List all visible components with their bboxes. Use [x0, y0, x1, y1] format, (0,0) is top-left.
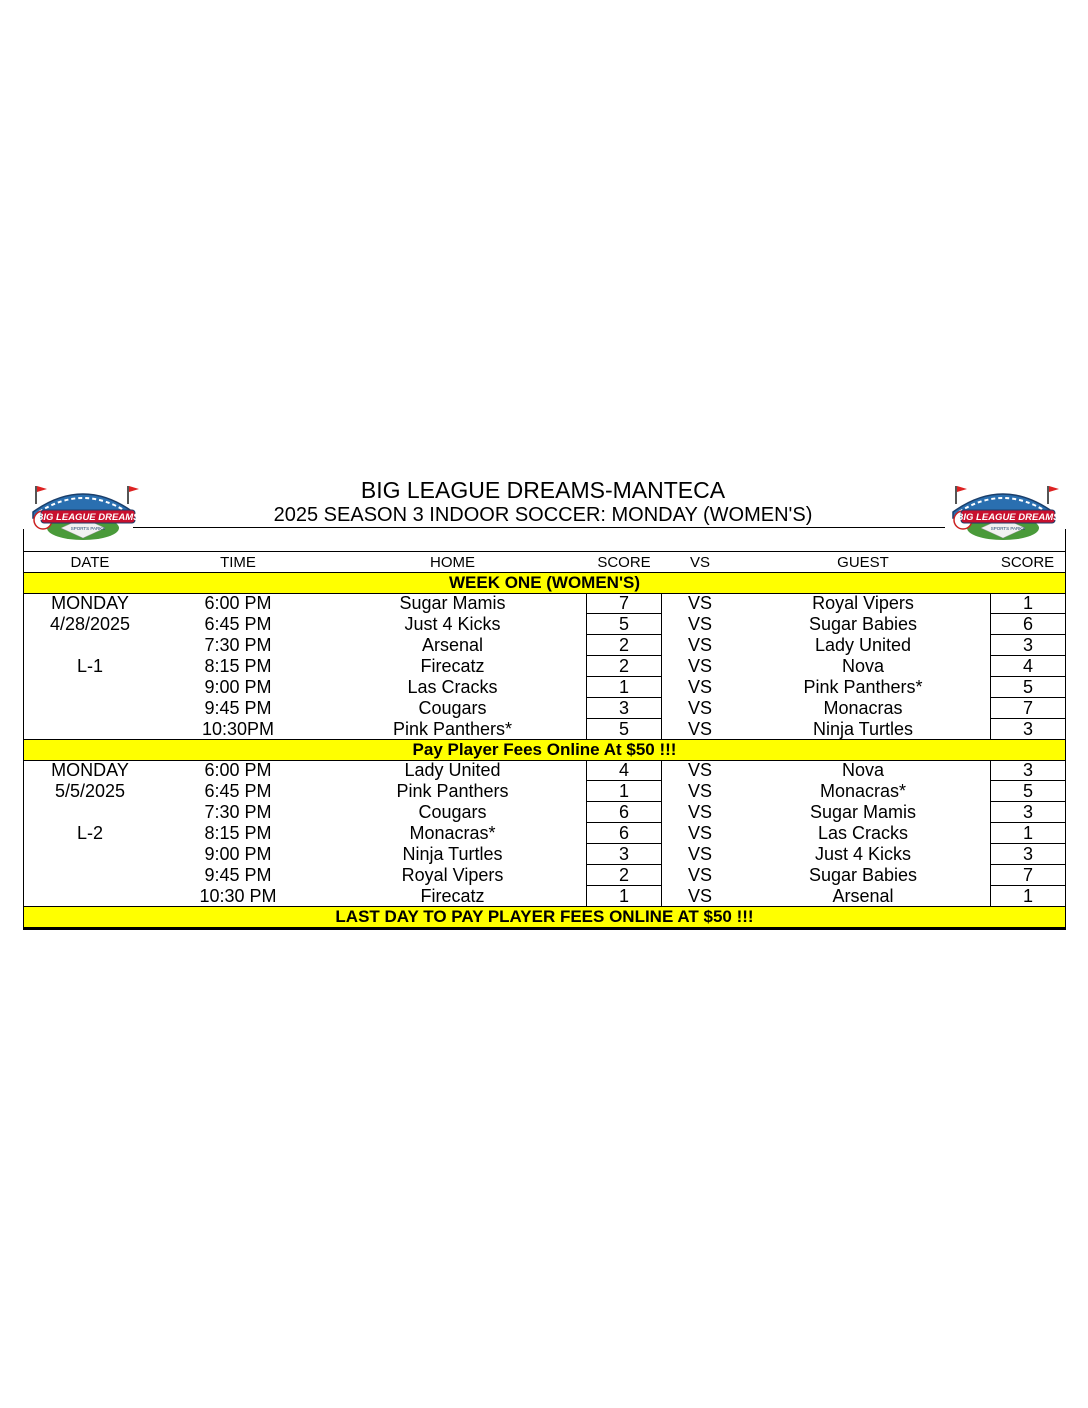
- game-time: 9:45 PM: [204, 698, 272, 718]
- game-date: 4/28/2025: [49, 614, 131, 634]
- guest-team: Sugar Mamis: [809, 802, 917, 822]
- game-row: [24, 823, 1065, 844]
- guest-team: Lady United: [814, 635, 912, 655]
- vs-label: VS: [687, 781, 712, 801]
- game-time: 6:45 PM: [204, 781, 272, 801]
- svg-text:BIG LEAGUE DREAMS: BIG LEAGUE DREAMS: [36, 512, 139, 523]
- game-date: L-1: [76, 656, 103, 676]
- home-score: 1: [586, 677, 662, 698]
- guest-team: Royal Vipers: [812, 593, 914, 613]
- vs-label: VS: [687, 614, 712, 634]
- game-date: MONDAY: [51, 760, 129, 780]
- schedule-sheet: [23, 474, 1066, 930]
- home-team: Monacras*: [409, 823, 496, 843]
- home-team: Cougars: [418, 698, 487, 718]
- svg-text:SPORTS PARKS: SPORTS PARKS: [990, 526, 1026, 531]
- game-time: 7:30 PM: [204, 802, 272, 822]
- column-header-home: HOME: [430, 554, 475, 571]
- title-divider: [133, 527, 945, 528]
- vs-label: VS: [687, 593, 712, 613]
- game-time: 9:45 PM: [204, 865, 272, 885]
- home-score: 3: [586, 698, 662, 719]
- column-header-home-score: SCORE: [597, 554, 651, 571]
- guest-score: 3: [990, 802, 1065, 823]
- game-row: [24, 635, 1065, 656]
- home-team: Ninja Turtles: [402, 844, 503, 864]
- column-header-guest-score: SCORE: [1000, 554, 1055, 571]
- home-score: 5: [586, 719, 662, 740]
- home-score: 1: [586, 781, 662, 802]
- guest-team: Sugar Babies: [808, 865, 918, 885]
- home-score: 2: [586, 635, 662, 656]
- home-score: 2: [586, 656, 662, 677]
- vs-label: VS: [687, 656, 712, 676]
- home-score: 7: [586, 593, 662, 614]
- last-day-banner: LAST DAY TO PAY PLAYER FEES ONLINE AT $50 !!!: [24, 906, 1065, 928]
- game-time: 8:15 PM: [204, 823, 272, 843]
- game-time: 7:30 PM: [204, 635, 272, 655]
- home-team: Firecatz: [420, 886, 485, 906]
- game-time: 10:30 PM: [199, 886, 277, 906]
- game-date: [24, 886, 156, 907]
- game-row: [24, 656, 1065, 677]
- game-row: [24, 614, 1065, 635]
- game-date: [24, 865, 156, 886]
- column-header-vs: VS: [689, 554, 710, 571]
- game-row: [24, 677, 1065, 698]
- vs-label: VS: [687, 802, 712, 822]
- guest-score: 5: [990, 677, 1065, 698]
- guest-team: Pink Panthers*: [803, 677, 923, 697]
- guest-score: 6: [990, 614, 1065, 635]
- home-team: Arsenal: [421, 635, 484, 655]
- game-row: [24, 719, 1065, 740]
- game-time: 6:00 PM: [204, 593, 272, 613]
- home-score: 6: [586, 823, 662, 844]
- vs-label: VS: [687, 823, 712, 843]
- game-row: [24, 865, 1065, 886]
- game-time: 9:00 PM: [204, 677, 272, 697]
- guest-team: Nova: [841, 760, 885, 780]
- guest-score: 3: [990, 719, 1065, 740]
- home-team: Pink Panthers*: [392, 719, 513, 739]
- home-score: 4: [586, 760, 662, 781]
- home-score: 2: [586, 865, 662, 886]
- guest-score: 7: [990, 698, 1065, 719]
- svg-text:BIG LEAGUE DREAMS: BIG LEAGUE DREAMS: [956, 512, 1059, 523]
- guest-score: 5: [990, 781, 1065, 802]
- home-team: Lady United: [404, 760, 501, 780]
- vs-label: VS: [687, 760, 712, 780]
- home-team: Royal Vipers: [401, 865, 504, 885]
- guest-team: Ninja Turtles: [812, 719, 914, 739]
- game-row: [24, 781, 1065, 802]
- game-row: [24, 698, 1065, 719]
- home-score: 5: [586, 614, 662, 635]
- game-time: 8:15 PM: [204, 656, 272, 676]
- guest-team: Monacras: [823, 698, 903, 718]
- page-subtitle: 2025 SEASON 3 INDOOR SOCCER: MONDAY (WOMEN'S): [273, 504, 813, 526]
- guest-team: Las Cracks: [817, 823, 909, 843]
- home-team: Just 4 Kicks: [404, 614, 501, 634]
- guest-team: Just 4 Kicks: [814, 844, 912, 864]
- game-time: 6:45 PM: [204, 614, 272, 634]
- guest-team: Nova: [841, 656, 885, 676]
- game-time: 9:00 PM: [204, 844, 272, 864]
- guest-score: 1: [990, 593, 1065, 614]
- home-team: Sugar Mamis: [399, 593, 506, 613]
- game-row: [24, 844, 1065, 865]
- column-header-row: [24, 552, 1065, 573]
- game-date: [24, 802, 156, 823]
- game-date: MONDAY: [51, 593, 129, 613]
- vs-label: VS: [687, 677, 712, 697]
- game-time: 6:00 PM: [204, 760, 272, 780]
- home-team: Pink Panthers: [396, 781, 509, 801]
- vs-label: VS: [687, 844, 712, 864]
- home-score: 1: [586, 886, 662, 907]
- game-date: [24, 635, 156, 656]
- column-header-time: TIME: [220, 554, 256, 571]
- guest-team: Sugar Babies: [808, 614, 918, 634]
- home-team: Firecatz: [420, 656, 485, 676]
- vs-label: VS: [687, 635, 712, 655]
- home-score: 3: [586, 844, 662, 865]
- guest-score: 3: [990, 844, 1065, 865]
- guest-score: 1: [990, 886, 1065, 907]
- game-row: [24, 760, 1065, 781]
- game-date: [24, 698, 156, 719]
- vs-label: VS: [687, 886, 712, 906]
- schedule-table: [23, 529, 1066, 930]
- game-row: [24, 886, 1065, 907]
- guest-team: Arsenal: [832, 886, 894, 906]
- game-time: 10:30PM: [201, 719, 275, 739]
- game-date: L-2: [76, 823, 103, 843]
- page-title: BIG LEAGUE DREAMS-MANTECA: [360, 477, 726, 503]
- column-header-guest: GUEST: [837, 554, 889, 571]
- game-date: [24, 677, 156, 698]
- vs-label: VS: [687, 719, 712, 739]
- game-date: [24, 844, 156, 865]
- vs-label: VS: [687, 865, 712, 885]
- guest-score: 7: [990, 865, 1065, 886]
- home-team: Cougars: [418, 802, 487, 822]
- vs-label: VS: [687, 698, 712, 718]
- fees-banner: Pay Player Fees Online At $50 !!!: [24, 739, 1065, 761]
- guest-team: Monacras*: [819, 781, 907, 801]
- game-row: [24, 802, 1065, 823]
- guest-score: 4: [990, 656, 1065, 677]
- svg-text:SPORTS PARKS: SPORTS PARKS: [70, 526, 106, 531]
- game-date: [24, 719, 156, 740]
- week-one-banner: WEEK ONE (WOMEN'S): [24, 572, 1065, 594]
- home-score: 6: [586, 802, 662, 823]
- guest-score: 1: [990, 823, 1065, 844]
- column-header-date: DATE: [70, 554, 110, 571]
- home-team: Las Cracks: [407, 677, 498, 697]
- game-row: [24, 593, 1065, 614]
- game-date: 5/5/2025: [54, 781, 126, 801]
- guest-score: 3: [990, 635, 1065, 656]
- guest-score: 3: [990, 760, 1065, 781]
